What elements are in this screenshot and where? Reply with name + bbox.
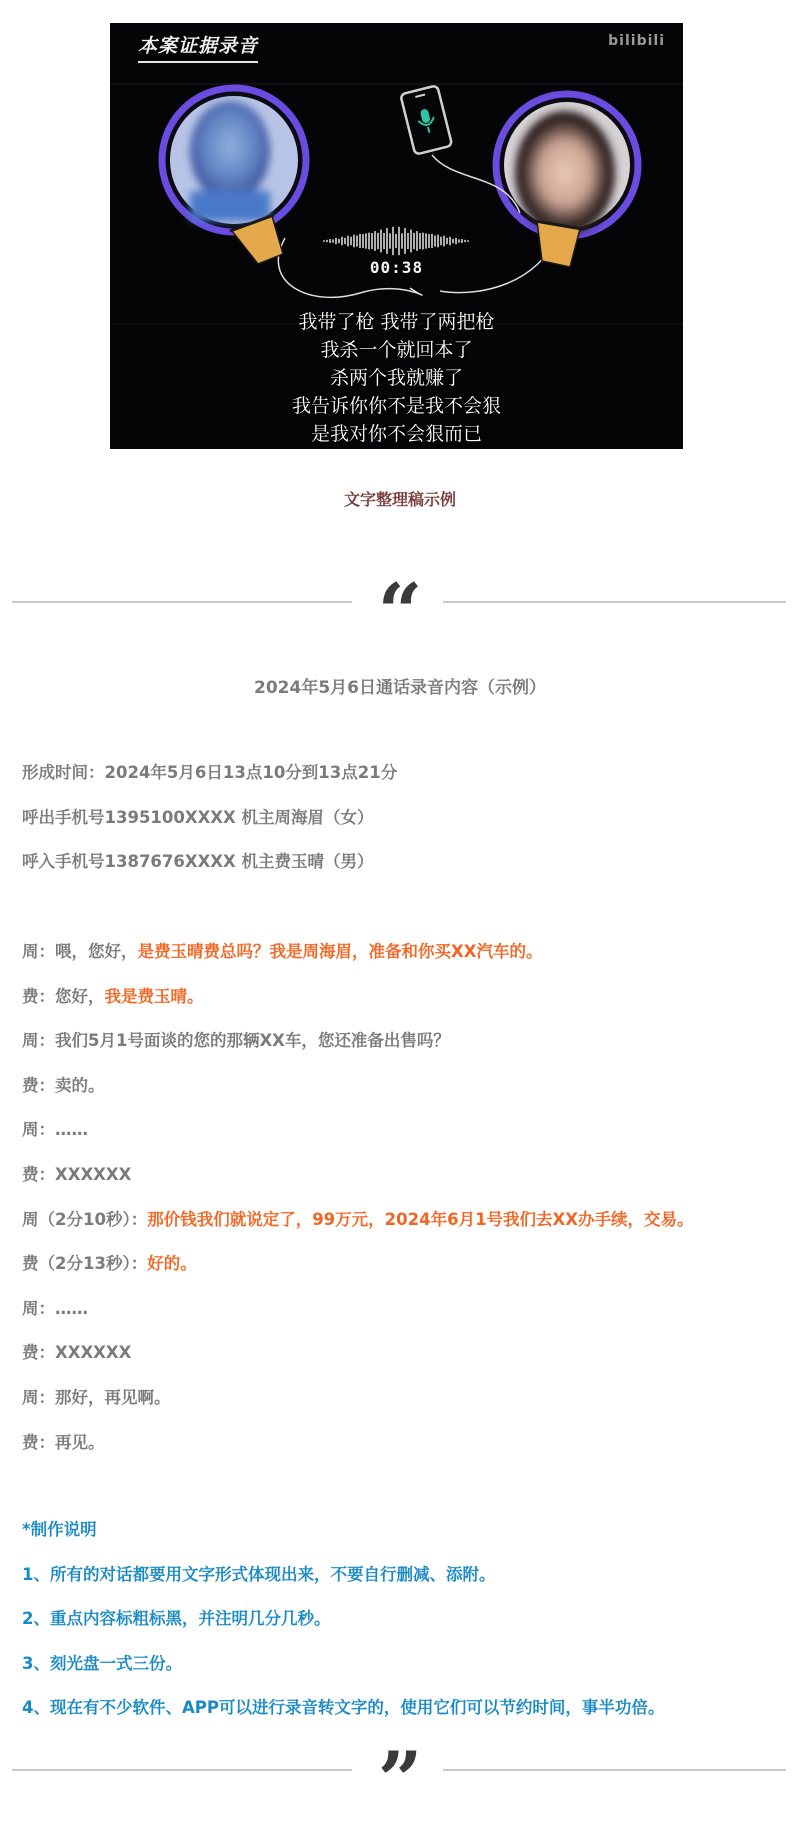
dialogue-line xyxy=(22,1064,782,1109)
dialogue-text: …… xyxy=(55,1298,88,1318)
speaker: 周（2分10秒）： xyxy=(22,1209,148,1229)
video-watermark: bilibili xyxy=(608,33,665,49)
dialogue-line xyxy=(22,1421,782,1466)
dialogue-text: 我们5月1号面谈的您的那辆XX车，您还准备出售吗？ xyxy=(55,1031,450,1051)
speaker: 周： xyxy=(22,1031,55,1051)
formation-time: 形成时间：2024年5月6日13点10分到13点21分 xyxy=(22,763,398,782)
speaker: 费： xyxy=(22,1343,55,1363)
caller-avatar xyxy=(162,88,306,232)
note-item: 3、刻光盘一式三份。 xyxy=(22,1653,182,1673)
recording-timer: 00:38 xyxy=(369,258,424,277)
quote-divider-bottom xyxy=(0,1735,800,1826)
speaker: 费： xyxy=(22,1075,55,1095)
dialogue-text: 您好， xyxy=(55,986,105,1006)
note-item: 2、重点内容标粗标黑，并注明几分几秒。 xyxy=(22,1609,331,1629)
incoming-number: 呼入手机号1387676XXXX 机主费玉晴（男） xyxy=(22,852,374,872)
waveform-icon xyxy=(324,227,468,255)
dialogue-line xyxy=(22,975,782,1020)
subtitle-line: 我杀一个就回本了 xyxy=(320,339,473,361)
highlighted-text: 那价钱我们就说定了，99万元，2024年6月1号我们去XX办手续，交易。 xyxy=(147,1209,694,1229)
dialogue-text: XXXXXX xyxy=(55,1343,132,1363)
highlighted-text: 是费玉晴费总吗？我是周海眉，准备和你买XX汽车的。 xyxy=(137,942,543,961)
dialogue-line xyxy=(22,1331,782,1376)
call-metadata xyxy=(22,751,782,885)
document-title: 2024年5月6日通话录音内容（示例） xyxy=(254,678,546,698)
subtitle-line: 是我对你不会狠而已 xyxy=(310,423,482,445)
mobile-phone-icon xyxy=(400,85,452,154)
image-caption: 文字整理稿示例 xyxy=(343,490,456,509)
subtitle-line: 我告诉你你不是我不会狠 xyxy=(291,395,501,417)
dialogue-line xyxy=(22,1376,782,1421)
open-quote-icon: “ xyxy=(377,567,423,658)
speaker: 周： xyxy=(22,1298,55,1318)
speaker: 费： xyxy=(22,1164,55,1184)
dialogue-line xyxy=(22,1108,782,1153)
dialogue-line xyxy=(22,1198,782,1243)
highlighted-text: 好的。 xyxy=(147,1254,197,1274)
speaker: 费： xyxy=(22,986,55,1006)
note-item: 1、所有的对话都要用文字形式体现出来，不要自行删减、添附。 xyxy=(22,1564,496,1584)
dialogue-text: 喂，您好， xyxy=(55,942,138,961)
evidence-video-frame xyxy=(110,23,683,449)
notes-heading: *制作说明 xyxy=(22,1520,97,1539)
divider-line xyxy=(443,601,786,603)
dialogue-text: 卖的。 xyxy=(55,1075,105,1095)
outgoing-number: 呼出手机号1395100XXXX 机主周海眉（女） xyxy=(22,807,374,827)
dialogue-line xyxy=(22,930,782,975)
microphone-icon xyxy=(416,107,437,134)
video-label: 本案证据录音 xyxy=(138,31,258,63)
speaker: 费： xyxy=(22,1432,55,1452)
close-quote-icon: ” xyxy=(377,1735,423,1826)
divider-line xyxy=(443,1769,786,1771)
receiver-avatar xyxy=(496,94,638,236)
subtitle-line: 杀两个我就赚了 xyxy=(329,367,463,389)
dialogue-text: 那好，再见啊。 xyxy=(55,1387,171,1407)
production-notes xyxy=(22,1508,782,1731)
dialogue-text: …… xyxy=(55,1120,88,1140)
highlighted-text: 我是费玉晴。 xyxy=(104,986,204,1006)
dialogue-transcript xyxy=(22,930,782,1465)
dialogue-line xyxy=(22,1019,782,1064)
dialogue-line xyxy=(22,1287,782,1332)
dialogue-text: 再见。 xyxy=(55,1432,105,1452)
quote-divider-top xyxy=(0,567,800,658)
speaker: 周： xyxy=(22,1387,55,1407)
dialogue-line xyxy=(22,1153,782,1198)
dialogue-line xyxy=(22,1242,782,1287)
speaker: 周： xyxy=(22,1120,55,1140)
subtitles xyxy=(110,308,683,448)
speaker: 周： xyxy=(22,942,55,961)
dialogue-text: XXXXXX xyxy=(55,1164,132,1184)
subtitle-line: 我带了枪 我带了两把枪 xyxy=(298,311,495,333)
note-item: 4、现在有不少软件、APP可以进行录音转文字的，使用它们可以节约时间，事半功倍。 xyxy=(22,1698,665,1718)
speaker: 费（2分13秒）： xyxy=(22,1254,148,1274)
